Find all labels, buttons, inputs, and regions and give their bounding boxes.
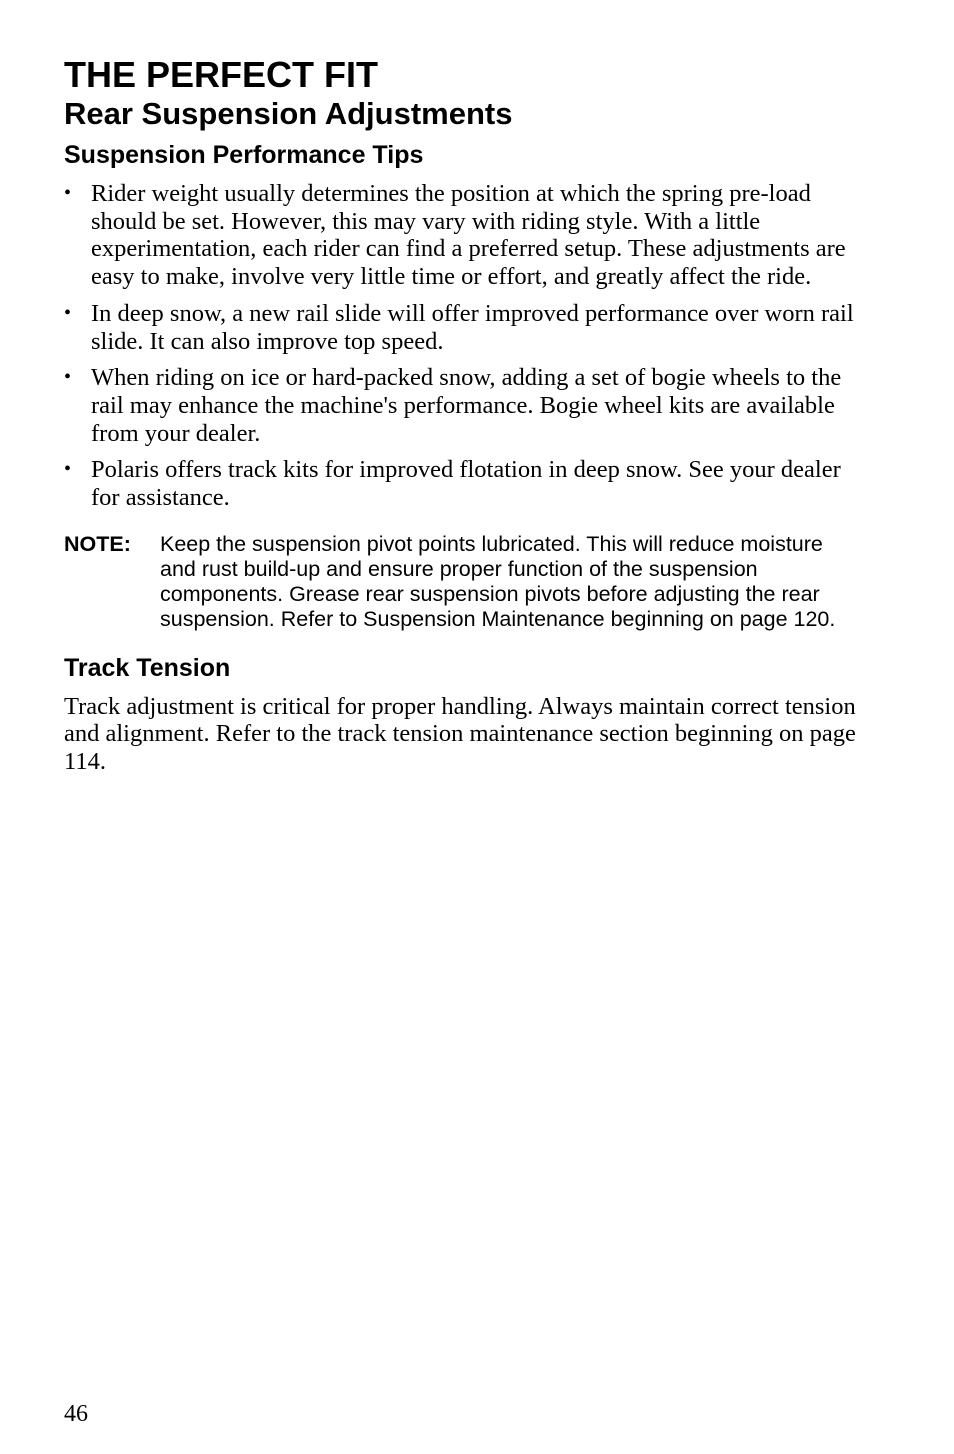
bullet-icon: • [64,366,72,389]
page-number: 46 [64,1401,88,1427]
tip-text: When riding on ice or hard-packed snow, adding a set of bogie wheels to the rail may enhance the machine's performance. Bogie wheel kits are available from your dealer. [91,364,842,447]
bullet-icon: • [64,458,72,481]
tips-bullet-list [64,180,864,512]
note-block [64,532,864,633]
note-text: Keep the suspension pivot points lubricated. This will reduce moisture and rust build-up and ensure proper function of the suspension components. Grease rear suspension pivots before adjusting the rear suspension. Refer to Suspension Maintenance beginning on page 120. [160,531,836,632]
tip-bullet-item [64,300,864,355]
note-label: NOTE: [64,531,131,556]
track-tension-paragraph: Track adjustment is critical for proper handling. Always maintain correct tension and alignment. Refer to the track tension maintenance section beginning on page 114. [64,692,856,775]
tip-text: Rider weight usually determines the position at which the spring pre-load should be set. However, this may vary with riding style. With a little experimentation, each rider can find a preferred setup. These adjustments are easy to make, involve very little time or effort, and greatly affect the ride. [91,180,846,291]
tip-text: In deep snow, a new rail slide will offer improved performance over worn rail slide. It can also improve top speed. [91,299,854,355]
subsection-title-track: Track Tension [64,653,231,682]
subsection-title-tips: Suspension Performance Tips [64,141,424,169]
tip-text: Polaris offers track kits for improved flotation in deep snow. See your dealer for assistance. [91,456,841,512]
chapter-title: THE PERFECT FIT [64,54,378,95]
bullet-icon: • [64,301,72,324]
manual-page [64,54,864,776]
bullet-icon: • [64,182,72,204]
tip-bullet-item [64,180,864,291]
tip-bullet-item [64,456,864,511]
section-title: Rear Suspension Adjustments [64,96,513,131]
tip-bullet-item [64,364,864,447]
